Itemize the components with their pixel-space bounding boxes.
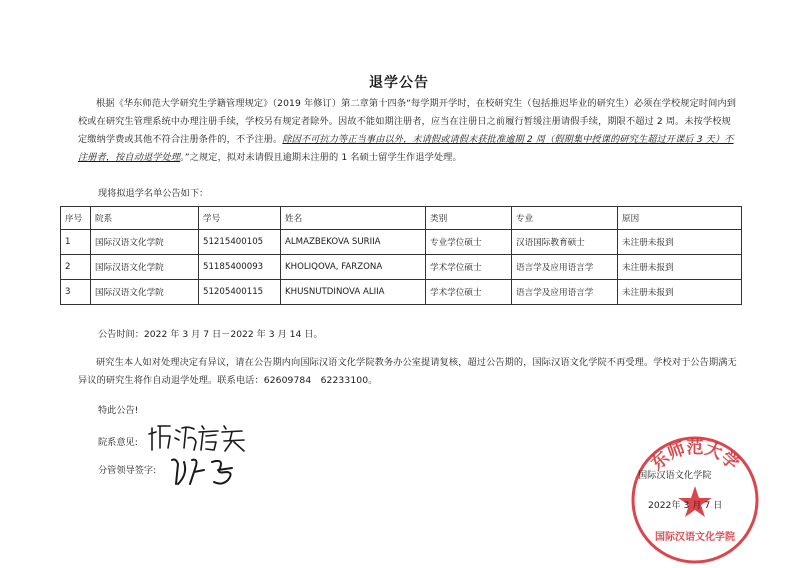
cell-department: 国际汉语文化学院 xyxy=(91,280,199,305)
cell-category: 专业学位硕士 xyxy=(426,230,512,255)
leader-signature-label: 分管领导签字: xyxy=(98,465,157,476)
cell-name: KHUSNUTDINOVA ALIIA xyxy=(281,280,426,305)
page-title: 退学公告 xyxy=(369,75,429,91)
header-index: 序号 xyxy=(61,207,91,230)
header-name: 姓名 xyxy=(281,207,426,230)
handwritten-opinion-signature xyxy=(148,420,248,454)
table-row xyxy=(61,255,742,280)
paragraph-1-text-a: 根据《华东师范大学研究生学籍管理规定》（2019 年修订）第二章第十四条“每学期开学时，在校研究生（包括推迟毕业的研究生）必须在学校规定时间内到校或在研究生管理系统中办理注册手续，学校另有规定者除外。因故不能如期注册者，应当在注册日之前履行暂缓注册请假手续，期限不超过 2 周。未按学校规定缴纳学费或其他不符合注册条件的，不予注册。 xyxy=(78,98,737,145)
closing-line: 特此公告! xyxy=(98,405,139,416)
department-opinion-label: 院系意见: xyxy=(98,437,138,448)
table-row xyxy=(61,280,742,305)
announcement-paragraph-1 xyxy=(78,95,738,167)
official-seal xyxy=(620,418,770,568)
header-department: 院系 xyxy=(91,207,199,230)
issue-date: 2022年 3 月 7 日 xyxy=(648,500,723,511)
cell-name: KHOLIQOVA, FARZONA xyxy=(281,255,426,280)
withdrawal-table xyxy=(60,206,742,305)
paragraph-1-text-c: 。”之规定，拟对未请假且逾期未注册的 1 名硕士留学生作退学处理。 xyxy=(180,152,462,163)
cell-department: 国际汉语文化学院 xyxy=(91,230,199,255)
issuing-college: 国际汉语文化学院 xyxy=(638,470,712,481)
cell-major: 汉语国际教育硕士 xyxy=(512,230,618,255)
cell-reason: 未注册未报到 xyxy=(618,255,742,280)
cell-major: 语言学及应用语言学 xyxy=(512,280,618,305)
cell-reason: 未注册未报到 xyxy=(618,280,742,305)
seal-text: 东师范大学 xyxy=(647,438,743,475)
cell-student-id: 51215400105 xyxy=(199,230,281,255)
header-category: 类别 xyxy=(426,207,512,230)
cell-student-id: 51185400093 xyxy=(199,255,281,280)
table-row xyxy=(61,230,742,255)
seal-subtext: 国际汉语文化学院 xyxy=(655,532,735,543)
announcement-paragraph-2: 研究生本人如对处理决定有异议，请在公告期内向国际汉语文化学院教务办公室提请复核，超过公告期的，国际汉语文化学院不再受理。学校对于公告期满无异议的研究生将作自动退学处理。联系电话：62609784 62233100。 xyxy=(78,357,737,386)
announcement-period: 公告时间：2022 年 3 月 7 日－2022 年 3 月 14 日。 xyxy=(98,329,323,340)
handwritten-leader-signature xyxy=(168,454,248,488)
cell-index: 3 xyxy=(61,280,91,305)
list-intro: 现将拟退学名单公告如下： xyxy=(98,188,209,199)
cell-name: ALMAZBEKOVA SURIIA xyxy=(281,230,426,255)
table-header-row xyxy=(61,207,742,230)
cell-category: 学术学位硕士 xyxy=(426,280,512,305)
header-student-id: 学号 xyxy=(199,207,281,230)
cell-index: 2 xyxy=(61,255,91,280)
cell-reason: 未注册未报到 xyxy=(618,230,742,255)
header-reason: 原因 xyxy=(618,207,742,230)
cell-major: 语言学及应用语言学 xyxy=(512,255,618,280)
cell-category: 学术学位硕士 xyxy=(426,255,512,280)
cell-student-id: 51205400115 xyxy=(199,280,281,305)
cell-department: 国际汉语文化学院 xyxy=(91,255,199,280)
paragraph-1-emphasis: 除因不可抗力等正当事由以外，未请假或请假未获批准逾期 2 周（假期集中授课的研究生超过开课后 3 天）不注册者，按自动退学处理 xyxy=(78,134,734,163)
header-major: 专业 xyxy=(512,207,618,230)
cell-index: 1 xyxy=(61,230,91,255)
